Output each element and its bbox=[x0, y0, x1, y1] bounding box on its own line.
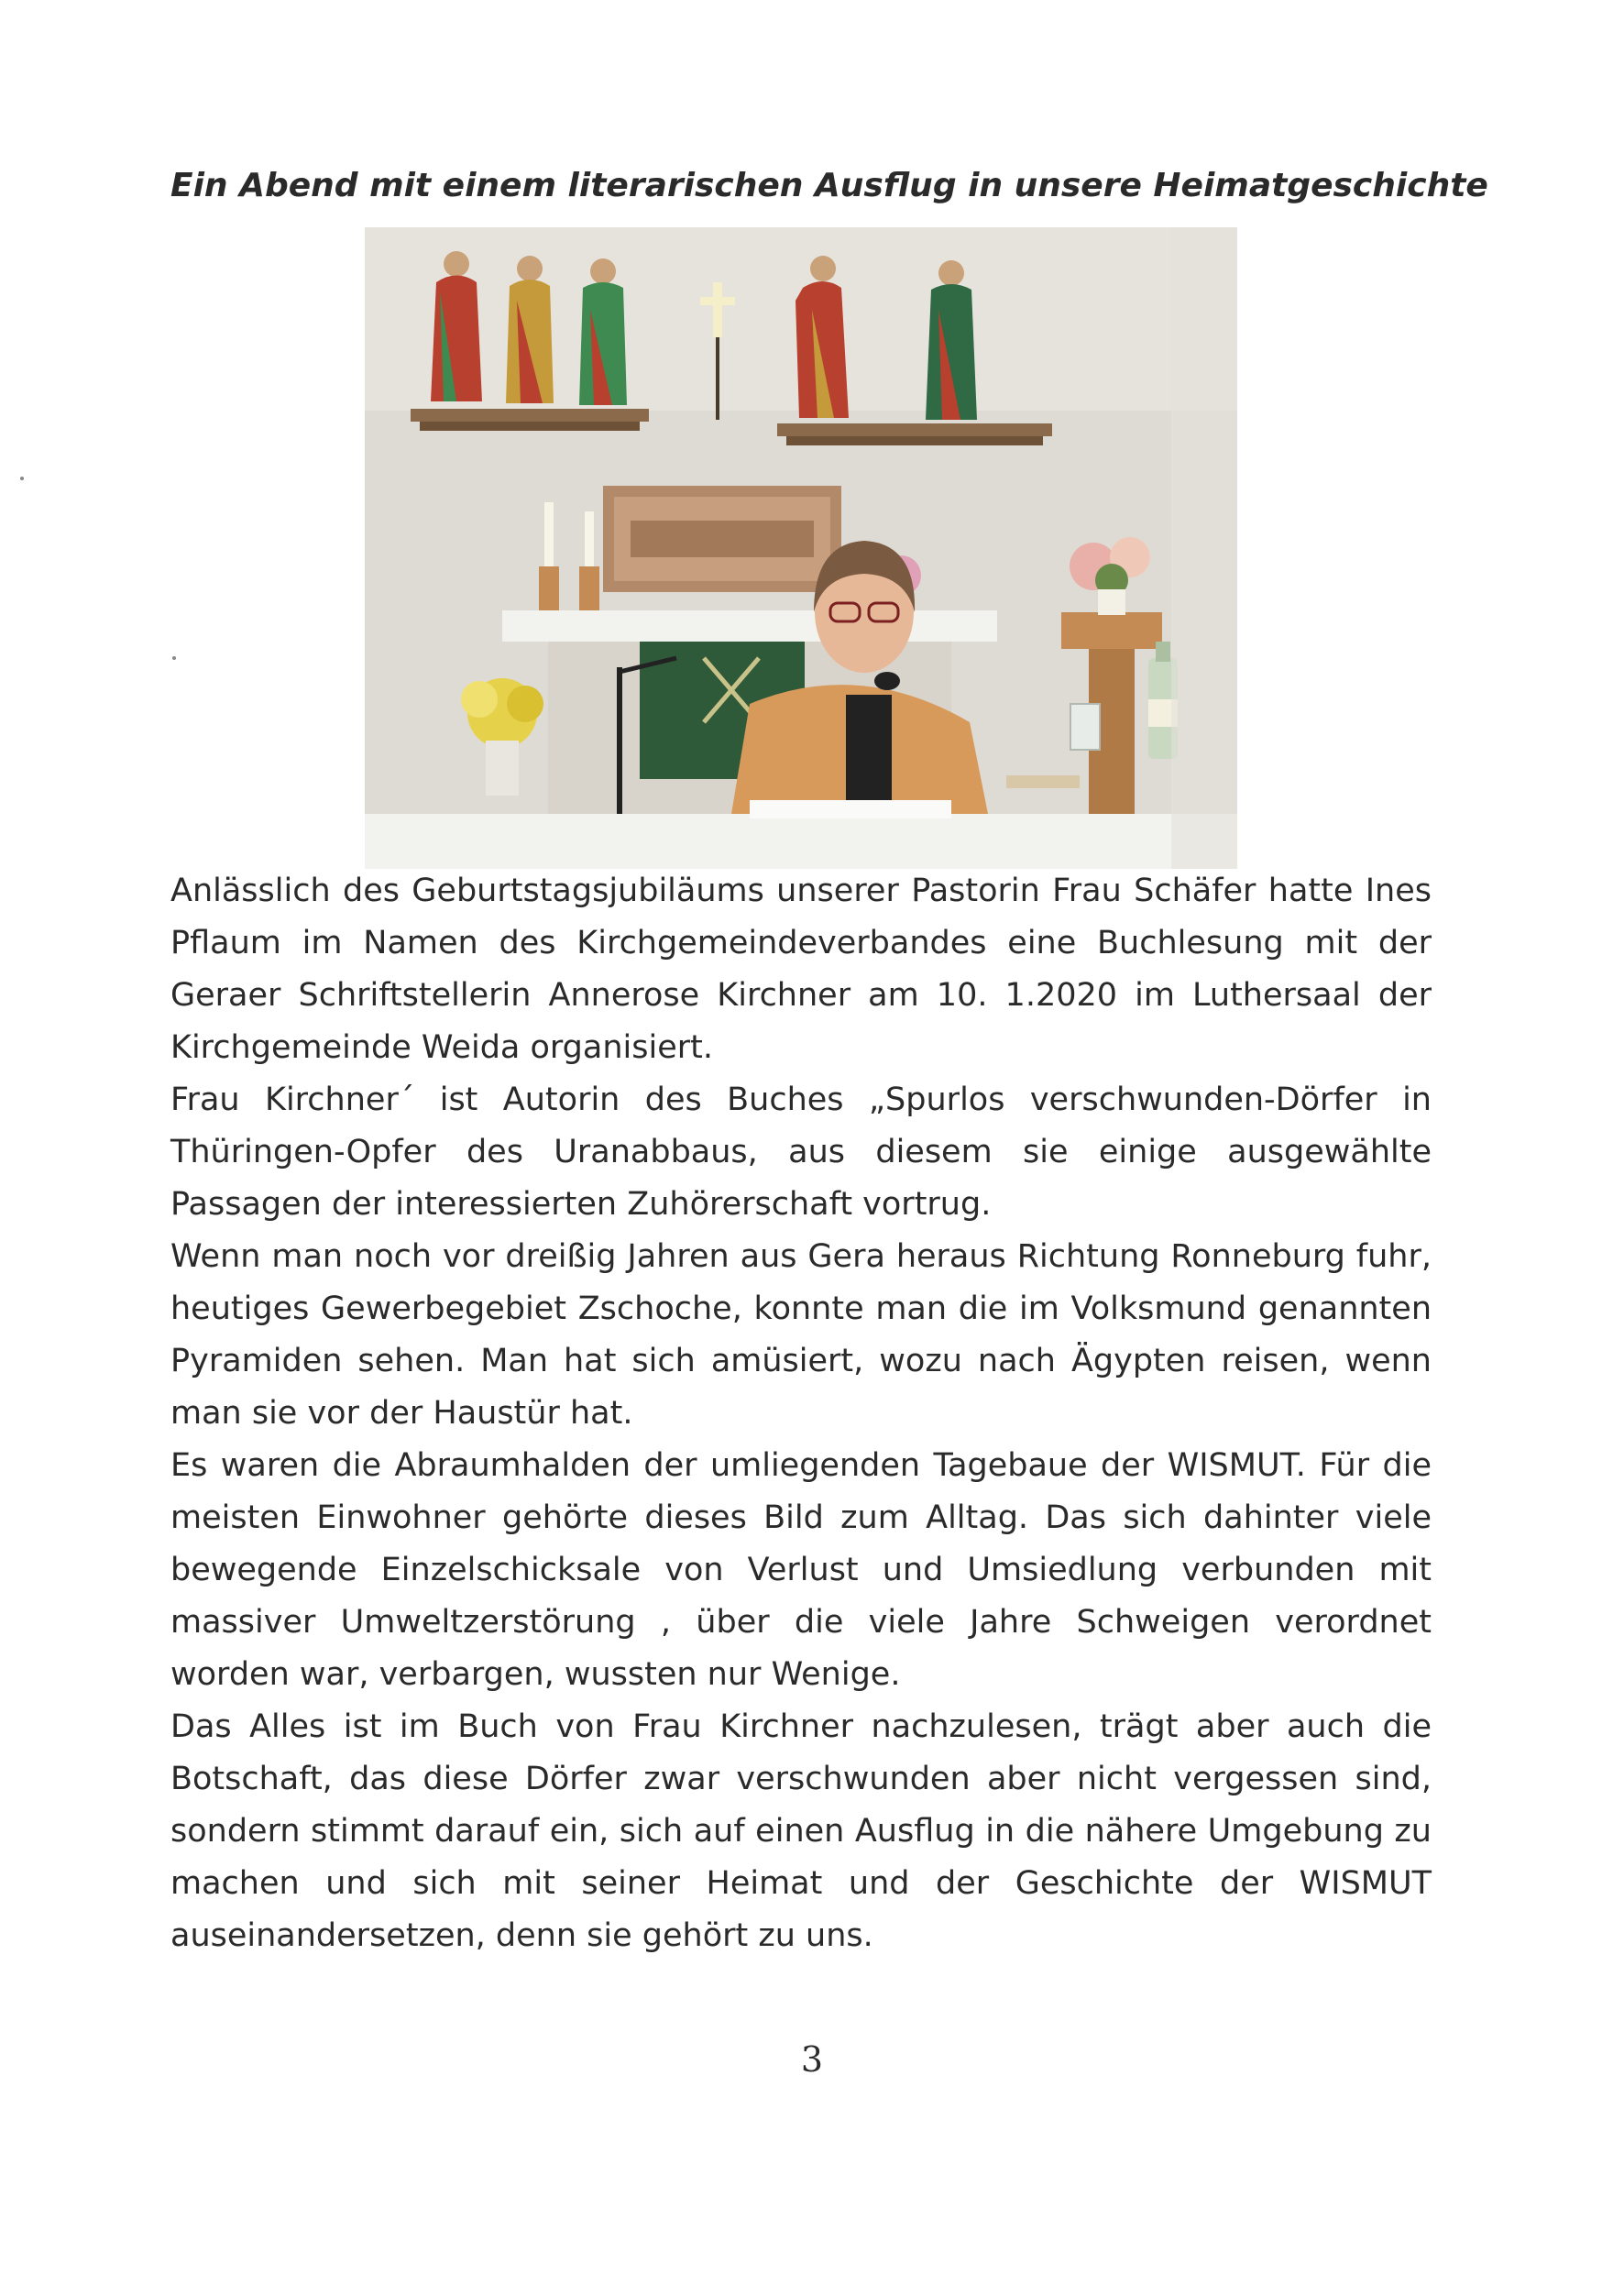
scan-speck bbox=[20, 477, 24, 480]
paragraph-3: Wenn man noch vor dreißig Jahren aus Gera heraus Richtung Ronneburg fuhr, heutiges Gewerbegebiet Zschoche, konnte man die im Volksmund genannten Pyramiden sehen. Man hat sich amüsiert, wozu nach Ägypten reisen, wenn man sie vor der Haustür hat. bbox=[170, 1238, 1432, 1432]
paragraph-4: Es waren die Abraumhalden der umliegenden Tagebaue der WISMUT. Für die meisten Einwohner gehörte dieses Bild zum Alltag. Das sich dahinter viele bewegende Einzelschicksale von Verlust und Umsiedlung verbunden mit massiver Umweltzerstörung , über die viele Jahre Schweigen verordnet worden war, verbargen, wussten nur Wenige. bbox=[170, 1447, 1432, 1693]
page-title: Ein Abend mit einem literarischen Ausflug in unsere Heimatgeschichte bbox=[170, 167, 1488, 204]
paragraph-1: Anlässlich des Geburtstagsjubiläums unserer Pastorin Frau Schäfer hatte Ines Pflaum im Namen des Kirchgemeindeverbandes eine Buchlesung mit der Geraer Schriftstellerin Annerose Kirchner am 10. 1.2020 im Luthersaal der Kirchgemeinde Weida organisiert. bbox=[170, 873, 1432, 1066]
page-number: 3 bbox=[800, 2039, 824, 2080]
article-body bbox=[170, 865, 1432, 1962]
paragraph-2: Frau Kirchner´ ist Autorin des Buches „Spurlos verschwunden-Dörfer in Thüringen-Opfer des Uranabbaus, aus diesem sie einige ausgewählte Passagen der interessierten Zuhörerschaft vortrug. bbox=[170, 1082, 1432, 1223]
event-photo bbox=[365, 227, 1237, 869]
event-photo-illustration bbox=[365, 227, 1237, 869]
paragraph-5: Das Alles ist im Buch von Frau Kirchner nachzulesen, trägt aber auch die Botschaft, das diese Dörfer zwar verschwunden aber nicht vergessen sind, sondern stimmt darauf ein, sich auf einen Ausflug in die nähere Umgebung zu machen und sich mit seiner Heimat und der Geschichte der WISMUT auseinandersetzen, denn sie gehört zu uns. bbox=[170, 1708, 1432, 1954]
scan-speck bbox=[172, 656, 176, 660]
